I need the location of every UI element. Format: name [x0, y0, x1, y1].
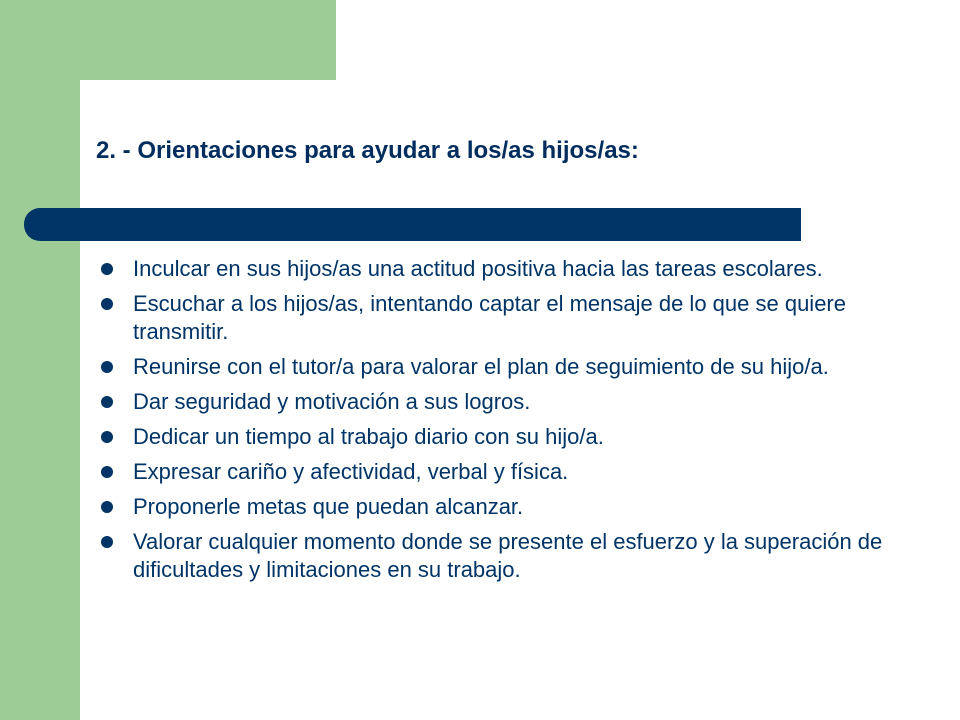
- bullet-text: Valorar cualquier momento donde se presente el esfuerzo y la superación de dificultades y limitaciones en su trabajo.: [133, 529, 883, 582]
- decorative-green-top-block: [0, 0, 336, 80]
- bullet-text: Dar seguridad y motivación a sus logros.: [133, 389, 531, 414]
- bullet-list: [100, 255, 900, 591]
- bullet-dot-icon: [101, 536, 113, 548]
- bullet-dot-icon: [101, 298, 113, 310]
- bullet-item: [100, 458, 900, 486]
- bullet-text: Expresar cariño y afectividad, verbal y física.: [133, 459, 569, 484]
- bullet-dot-icon: [101, 263, 113, 275]
- bullet-item: [100, 493, 900, 521]
- bullet-dot-icon: [101, 361, 113, 373]
- bullet-item: [100, 255, 900, 283]
- decorative-title-underline-bar: [24, 208, 801, 241]
- bullet-item: [100, 423, 900, 451]
- bullet-item: [100, 290, 900, 346]
- bullet-text: Proponerle metas que puedan alcanzar.: [133, 494, 524, 519]
- bullet-text: Dedicar un tiempo al trabajo diario con su hijo/a.: [133, 424, 604, 449]
- bullet-text: Escuchar a los hijos/as, intentando captar el mensaje de lo que se quiere transmitir.: [133, 291, 846, 344]
- bullet-dot-icon: [101, 501, 113, 513]
- bullet-dot-icon: [101, 431, 113, 443]
- bullet-dot-icon: [101, 396, 113, 408]
- bullet-item: [100, 528, 900, 584]
- bullet-text: Inculcar en sus hijos/as una actitud positiva hacia las tareas escolares.: [133, 256, 823, 281]
- bullet-item: [100, 388, 900, 416]
- bullet-dot-icon: [101, 466, 113, 478]
- slide-title: 2. - Orientaciones para ayudar a los/as hijos/as:: [96, 137, 639, 164]
- bullet-item: [100, 353, 900, 381]
- bullet-text: Reunirse con el tutor/a para valorar el plan de seguimiento de su hijo/a.: [133, 354, 829, 379]
- decorative-green-sidebar: [0, 0, 80, 720]
